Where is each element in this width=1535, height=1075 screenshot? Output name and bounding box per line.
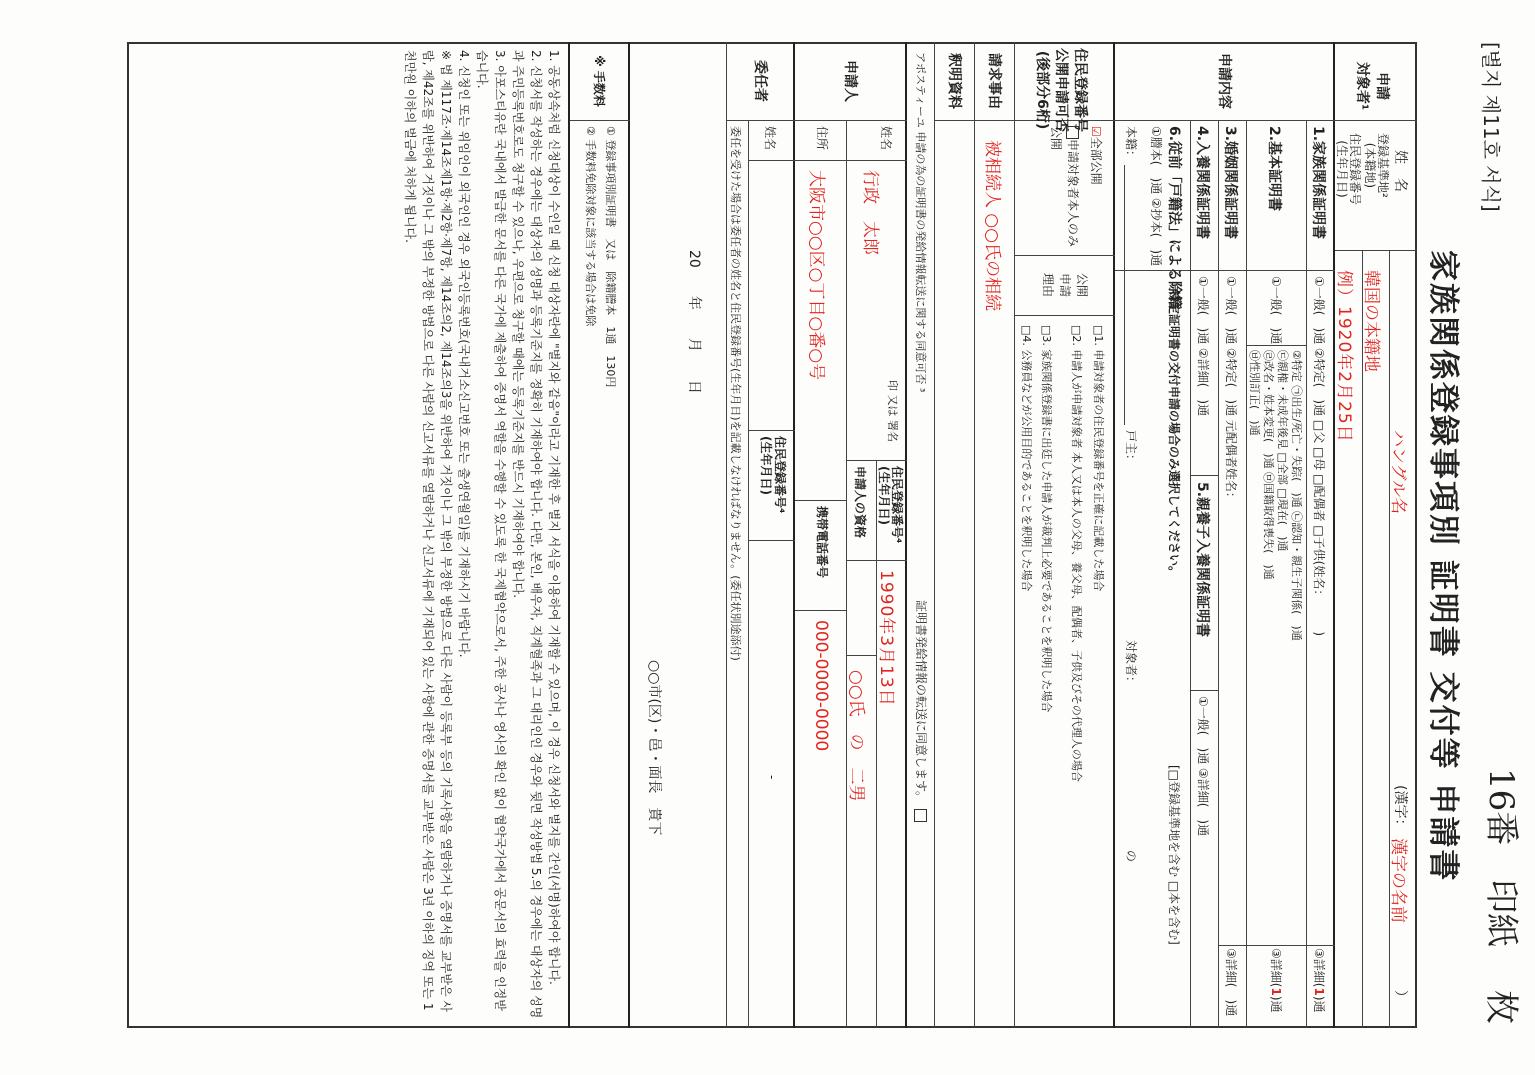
applicant-name-value[interactable]: 行政 太郎 — [860, 170, 880, 255]
request-value[interactable]: 被相続人 ○○氏の相続 — [982, 140, 1002, 312]
reason-1[interactable]: □1. 申請対象者の住民登録番号を正確に記載した場合 — [1092, 325, 1105, 592]
item2-sub-4[interactable]: ㉥性別訂正( )通 — [1248, 350, 1261, 436]
clarify-label: 釈明資料 — [946, 53, 962, 109]
fee-label: ※ 手数料 — [592, 55, 607, 107]
note-warning: ※ 법 제117조·제14조제1항·제2항·제7항, 제14조의2, 제14조의3을 위반하여 거짓이나 그 밖의 부정한 방법으로 다른 사람이 등록부 등의 기록사항을 열람하거나 증명서를 교부받은 사람, 제42조를 위반하여 거짓이나 그 밖의 부정한 방법으로 다른 사람의 신고서류를 열람하거나 신고서류에 기재되어 있는 사항에 관한 증명서를 교부받은 사람은 3년 이하의 징역 또는 1천만원 이하의 벌금에 처하게 됩니다. — [403, 50, 453, 1012]
delegate-id-value[interactable]: - — [765, 775, 779, 780]
form-number: [별지 제11호 서식] — [1479, 42, 1503, 212]
resident-opt-self[interactable]: 申請対象者本人のみ公開 — [1049, 126, 1080, 248]
delegate-id-label: 住民登録番号⁴ (生年月日) — [759, 436, 787, 514]
specific-note: 特定証明書の交付申請の場合のみ選択してください。 — [1167, 290, 1181, 579]
item1-detail[interactable]: ③詳細(1)通 — [1312, 948, 1326, 1013]
form-title: 家族関係登録事項別 証明書 交付等 申請書 — [1425, 250, 1461, 883]
fee-line-2: ② 手数料免除対象に該当する場合は免除 — [584, 126, 597, 327]
applicant-id-value[interactable]: 1990年3月13日 — [876, 570, 896, 707]
resident-reason-label: 公開 申請 理由 — [1041, 272, 1090, 297]
note-1: 1. 공동상속처럼 신청대상이 수인일 때 신청 대상자란에 "별지와 같음"이라고 기재한 후 별지 서식을 이용하여 기재할 수 있으며, 이 경우 신청서와 별지를 간인(서명)하여야 합니다. — [547, 50, 561, 985]
item4-title: 4.入養関係証明書 — [1194, 126, 1210, 240]
apostille-text: アポスティーユ 申請の為の証明書の発給情報転送に関する同意可否 ³ — [914, 52, 927, 393]
office-addressee: ○○市(区)・邑・面長 貴下 — [646, 660, 662, 836]
taishousha-label: 対象者： — [1124, 640, 1138, 689]
applicant-name-label: 姓名 — [879, 126, 893, 151]
item4-options[interactable]: ①一般( )通 ②詳細( )通 — [1196, 276, 1210, 417]
item2-sub-3[interactable]: ㉣改名・姓本変更( )通 ㉤国籍取得喪失( )通 — [1262, 350, 1275, 580]
stamp-unit-label: 枚 — [1481, 990, 1521, 1024]
apostille-consent[interactable]: 証明書発給情報の転送に同意します。 — [913, 600, 930, 822]
content-section-label: 申請内容 — [1216, 53, 1232, 109]
koshu-label: 戸主： — [1124, 430, 1138, 467]
no-label: の — [1124, 850, 1138, 863]
item6-options[interactable]: ①謄本( )通 ②抄本( )通 — [1149, 126, 1163, 267]
item2-detail[interactable]: ③詳細(1)通 — [1269, 948, 1283, 1013]
item6-title: 6.従前「戸籍法」による除籍 — [1166, 126, 1182, 310]
item2-general[interactable]: ①一般( )通 — [1269, 276, 1283, 345]
item2-sub-2[interactable]: ㉢親権・未成年後見 □全部 □現在( )通 — [1276, 350, 1289, 552]
item5-options[interactable]: ①一般( )通 ③詳細( )通 — [1196, 696, 1210, 837]
specific-options[interactable]: [□登録基準地を含む □本を含む] — [1167, 765, 1181, 945]
applicant-addr-value[interactable]: 大阪市○○区○丁目○番○号 — [806, 170, 826, 381]
reason-4[interactable]: □4. 公務員などが公用目的であることを釈明した場合 — [1020, 325, 1033, 592]
target-section-label: 申請 対象者¹ — [1354, 62, 1390, 111]
applicant-label: 申請人 — [842, 60, 858, 102]
request-label: 請求事由 — [986, 53, 1002, 109]
date-line[interactable]: 20 年 月 日 — [686, 250, 702, 394]
applicant-phone-value[interactable]: 000-0000-0000 — [811, 620, 831, 752]
notes-block — [401, 50, 563, 1020]
resident-opt-all[interactable]: ☑全部公開 — [1089, 126, 1103, 185]
item2-sub-1[interactable]: ②特定 ㉠出生/死亡・失踪( )通 ㉡認知・親生子関係( )通 — [1290, 350, 1303, 641]
target-base-value[interactable]: 韓国の本籍地 — [1361, 270, 1381, 372]
target-base-label: 登録基準地² (本籍地) — [1363, 133, 1390, 198]
item5-title: 5.親養子入養関係証明書 — [1194, 482, 1210, 638]
reason-3[interactable]: □3. 家族関係登録書に出廷した申請人が裁判上必要であることを釈明した場合 — [1040, 325, 1053, 713]
resident-label: 住民登録番号 公開申請可否 (後部分6桁) — [1034, 48, 1088, 132]
item2-title: 2.基本証明書 — [1266, 126, 1282, 212]
applicant-qual-label: 申請人の資格 — [853, 466, 867, 539]
target-kanji-label: (漢字： — [1392, 785, 1408, 833]
applicant-addr-label: 住所 — [815, 126, 829, 151]
delegate-label: 委任者 — [752, 60, 768, 102]
item3-options[interactable]: ①一般( )通 ②特定( )通 元配偶者姓名： — [1224, 276, 1238, 504]
honseki-label: 本籍： — [1124, 126, 1138, 163]
note-2: 2. 신청서를 작성하는 경우에는 대상자의 성명과 등록기준지를 정확히 기재하여야 합니다. 다만, 본인, 배우자, 직계혈족과 그 대리인인 경우와 뒷면 작성방법 5.의 경우에는 대상자의 성명과 주민등록번호로도 청구할 수 있으나, 우편으로 청구할 때에는 등록기준지를 반드시 기재하여야 합니다. — [511, 50, 543, 1019]
applicant-seal[interactable]: 印 又は 署名 — [886, 380, 899, 442]
note-3: 3. 아포스티유란 국내에서 발급한 문서를 다른 국가에 제출하여 증명서 역할을 수행할 수 있도록 한 국제협약으로서, 주한 공사나 영사의 확인 없이 협약국가에서 공문서의 효력을 인정받습니다. — [475, 50, 507, 1011]
item3-detail[interactable]: ③詳細( )通 — [1224, 948, 1238, 1017]
applicant-id-label: 住民登録番号⁴ (生年月日) — [877, 466, 904, 544]
delegate-note: 委任を受けた場合は委任者の姓名と住民登録番号(生年月日)を記載しなければなりません。(委任状別途添付) — [729, 126, 742, 661]
target-name-label: 姓 名 — [1392, 150, 1408, 192]
target-name-value[interactable]: ハングル名 — [1388, 430, 1408, 515]
applicant-phone-label: 携帯電話番号 — [815, 506, 829, 579]
delegate-name-label: 姓名 — [763, 126, 777, 151]
applicant-qual-value[interactable]: ○○氏 の 二男 — [846, 670, 866, 802]
item3-title: 3.婚姻関係証明書 — [1222, 126, 1238, 240]
stamp-area-label: 16番 印紙 — [1481, 768, 1521, 948]
fee-line-1: ① 登録事項別証明書 又は 除籍謄本 1通 130円 — [604, 126, 617, 388]
target-id-label: 住民登録番号 (生年月日) — [1335, 133, 1362, 206]
target-kanji-close: ） — [1392, 990, 1408, 1004]
target-kanji-value[interactable]: 漢字の名前 — [1388, 838, 1408, 923]
item1-options[interactable]: ①一般( )通 ②特定( )通 □父 □母 □配偶者 □子供(姓名： ) — [1312, 276, 1326, 637]
note-4: 4. 신청인 또는 위임인이 외국인인 경우 외국인등록번호(국내거소신고번호 또는 출생연월일)를 기재하시기 바랍니다. — [457, 50, 471, 658]
reason-2[interactable]: □2. 申請人が申請対象者 本人又は本人の父母、養父母、配偶者、子供及びその代理人の場合 — [1070, 325, 1083, 782]
target-id-value[interactable]: 例）1920年2月25日 — [1334, 270, 1354, 443]
item1-title: 1.家族関係証明書 — [1310, 126, 1326, 240]
